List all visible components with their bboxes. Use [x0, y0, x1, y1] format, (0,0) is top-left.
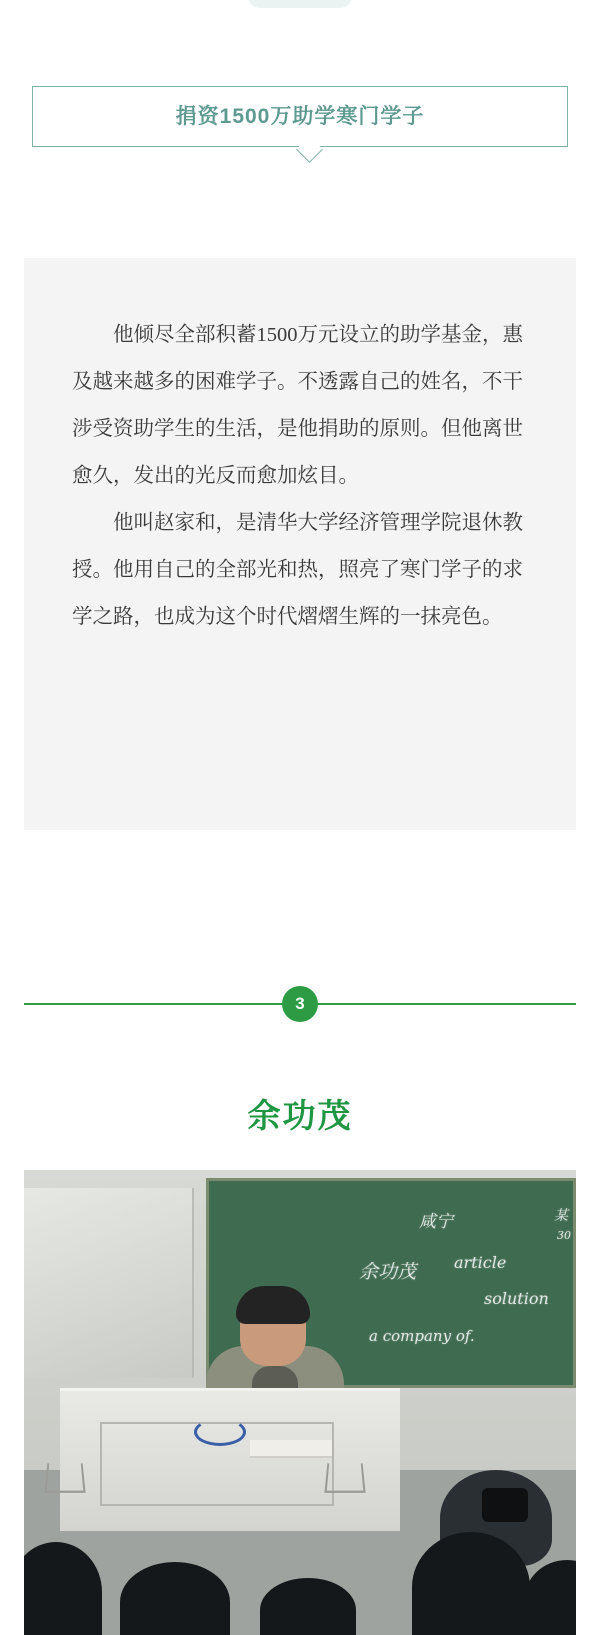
chalk-text-3: article [454, 1253, 507, 1272]
audience-silhouette [524, 1560, 576, 1635]
header-top-rule [32, 86, 568, 87]
audience-silhouette [260, 1578, 356, 1635]
section-number-badge: 3 [282, 986, 318, 1022]
audience-silhouette [24, 1542, 102, 1635]
audience-silhouette [120, 1562, 230, 1635]
chalk-text-6: 某 [554, 1208, 568, 1224]
chalk-text-4: solution [484, 1289, 549, 1308]
camera-device [482, 1488, 528, 1522]
person-name-heading: 余功茂 [247, 1097, 353, 1134]
body-paragraph-1: 他倾尽全部积蓄1500万元设立的助学基金，惠及越来越多的困难学子。不透露自己的姓名，不干涉受资助学生的生活，是他捐助的原则。但他离世愈久，发出的光反而愈加炫目。 [72, 324, 523, 487]
body-text-card [24, 258, 576, 830]
desk-logo-arc [194, 1418, 246, 1446]
top-decorative-block [248, 0, 352, 8]
body-text-inner [72, 312, 528, 641]
audience-silhouette [412, 1532, 530, 1635]
section-header [32, 86, 568, 166]
chalk-text-7: 30 [557, 1229, 571, 1242]
chalk-text-1: 咸宁 [419, 1212, 453, 1232]
classroom-photo [24, 1170, 576, 1635]
chalk-text-2: 余功茂 [359, 1261, 417, 1283]
projector-screen [24, 1188, 194, 1378]
body-paragraph-2: 他叫赵家和，是清华大学经济管理学院退休教授。他用自己的全部光和热，照亮了寒门学子的求学之路，也成为这个时代熠熠生辉的一抹亮色。 [72, 512, 523, 628]
chevron-down-icon [296, 136, 323, 163]
photo-scene [24, 1170, 576, 1635]
section-divider [24, 986, 576, 1022]
desk-icon-right [324, 1463, 365, 1493]
chalk-text-5: a company of. [369, 1327, 475, 1345]
desk-icon-left [44, 1463, 85, 1493]
teacher-hair [236, 1286, 310, 1324]
section-title: 捐资1500万助学寒门学子 [175, 105, 425, 128]
